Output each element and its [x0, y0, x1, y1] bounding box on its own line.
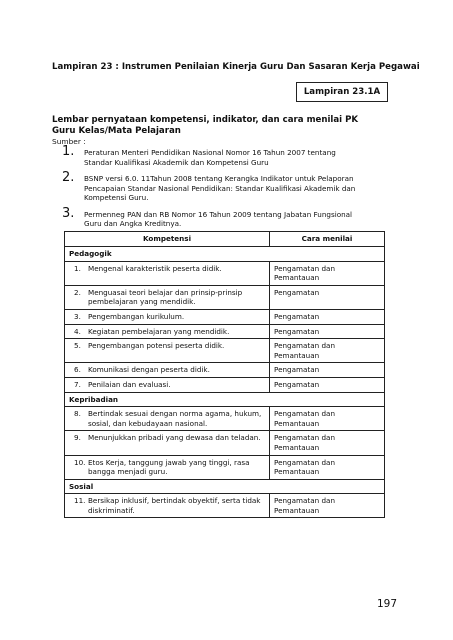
section-heading: Lembar pernyataan kompetensi, indikator, dan cara menilai PK Guru Kelas/Mata Pelajaran — [52, 115, 359, 136]
item-number: 8. — [74, 409, 81, 419]
item-cara: Pengamatan — [270, 377, 385, 392]
group-label: Pedagogik — [65, 247, 385, 262]
reference-number: 1. — [62, 144, 75, 159]
item-text: Menguasai teori belajar dan prinsip-prinsip pembelajaran yang mendidik. — [88, 287, 243, 307]
item-text: Menunjukkan pribadi yang dewasa dan teladan. — [88, 433, 261, 443]
item-cara: Pengamatan dan Pemantauan — [270, 339, 385, 363]
reference-item — [62, 146, 362, 167]
reference-number: 3. — [62, 205, 75, 221]
header-cara-menilai: Cara menilai — [270, 232, 385, 247]
table-row — [65, 407, 385, 431]
table-row — [65, 324, 385, 339]
item-cara: Pengamatan — [270, 309, 385, 324]
reference-item — [62, 172, 362, 203]
item-number: 5. — [74, 341, 81, 351]
group-label: Kepribadian — [65, 392, 385, 407]
item-cara: Pengamatan dan Pemantauan — [270, 494, 385, 518]
item-number: 6. — [74, 365, 81, 375]
item-cara: Pengamatan — [270, 285, 385, 309]
item-number: 7. — [74, 379, 81, 389]
table-row — [65, 494, 385, 518]
item-number: 2. — [74, 287, 81, 297]
reference-text: Peraturan Menteri Pendidikan Nasional Nomor 16 Tahun 2007 tentang Standar Kualifikasi Akademik dan Kompetensi Guru — [84, 148, 336, 167]
table-row — [65, 431, 385, 455]
sumber-label: Sumber : — [52, 137, 86, 146]
competency-table — [64, 231, 385, 518]
item-text: Bersikap inklusif, bertindak obyektif, serta tidak diskriminatif. — [88, 496, 261, 515]
table-row — [65, 455, 385, 479]
item-cara: Pengamatan — [270, 324, 385, 339]
group-row-pedagogik — [65, 247, 385, 262]
item-number: 1. — [74, 263, 81, 273]
table-row — [65, 309, 385, 324]
table-row — [65, 363, 385, 378]
group-row-kepribadian — [65, 392, 385, 407]
reference-list — [62, 146, 362, 234]
page-number: 197 — [377, 598, 398, 610]
item-text: Kegiatan pembelajaran yang mendidik. — [88, 326, 230, 336]
header-kompetensi: Kompetensi — [65, 232, 270, 247]
table-row — [65, 377, 385, 392]
appendix-label-box: Lampiran 23.1A — [296, 82, 388, 102]
document-title: Lampiran 23 : Instrumen Penilaian Kinerja Guru Dan Sasaran Kerja Pegawai — [52, 62, 420, 72]
item-text: Mengenal karakteristik peserta didik. — [88, 263, 222, 273]
reference-text: BSNP versi 6.0. 11Tahun 2008 tentang Kerangka Indikator untuk Pelaporan Pencapaian Standar Nasional Pendidikan: Standar Kualifikasi Akademik dan Kompetensi Guru. — [84, 174, 356, 202]
reference-number: 2. — [62, 170, 75, 185]
item-number: 9. — [74, 433, 81, 443]
item-cara: Pengamatan dan Pemantauan — [270, 455, 385, 479]
item-text: Pengembangan kurikulum. — [88, 311, 185, 321]
group-label: Sosial — [65, 479, 385, 494]
item-text: Bertindak sesuai dengan norma agama, hukum, sosial, dan kebudayaan nasional. — [88, 409, 262, 428]
item-cara: Pengamatan dan Pemantauan — [270, 261, 385, 285]
item-number: 4. — [74, 326, 81, 336]
table-row — [65, 339, 385, 363]
item-cara: Pengamatan — [270, 363, 385, 378]
table-row — [65, 261, 385, 285]
item-cara: Pengamatan dan Pemantauan — [270, 431, 385, 455]
item-number: 11. — [74, 496, 86, 506]
table-header-row — [65, 232, 385, 247]
item-cara: Pengamatan dan Pemantauan — [270, 407, 385, 431]
reference-text: Permenneg PAN dan RB Nomor 16 Tahun 2009 tentang Jabatan Fungsional Guru dan Angka Kreditnya. — [84, 209, 353, 228]
item-text: Pengembangan potensi peserta didik. — [88, 341, 225, 351]
reference-item — [62, 205, 362, 229]
group-row-sosial — [65, 479, 385, 494]
item-text: Etos Kerja, tanggung jawab yang tinggi, rasa bangga menjadi guru. — [88, 457, 250, 477]
item-text: Komunikasi dengan peserta didik. — [88, 365, 210, 375]
table-row — [65, 285, 385, 309]
item-number: 10. — [74, 457, 86, 467]
item-number: 3. — [74, 311, 81, 321]
item-text: Penilaian dan evaluasi. — [88, 379, 171, 389]
